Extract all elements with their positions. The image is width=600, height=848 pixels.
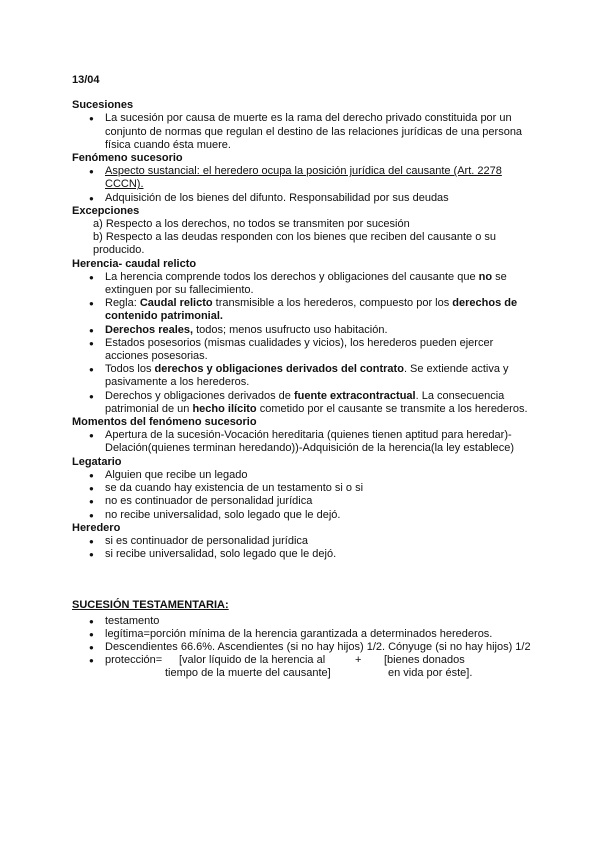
proteccion-formula — [105, 654, 532, 680]
list-item: ● Estados posesorios (mismas cualidades y vicios), los herederos pueden ejercer acciones posesorias. — [72, 337, 532, 363]
proteccion-label: ● protección= — [105, 654, 163, 667]
list-item — [72, 165, 532, 191]
proteccion-term-2: [bienes donados en vida por éste]. — [384, 654, 473, 680]
excepcion-b: b) Respecto a las deudas responden con los bienes que reciben del causante o su — [93, 231, 496, 244]
list-item-proteccion — [72, 654, 532, 680]
list-item: ● Descendientes 66.6%. Ascendientes (si no hay hijos) 1/2. Cónyuge (si no hay hijos) 1/2 — [72, 641, 532, 654]
list-item: ● no recibe universalidad, solo legado que le dejó. — [72, 509, 532, 522]
list-item: ● Alguien que recibe un legado — [72, 469, 532, 482]
heading-fenomeno: Fenómeno sucesorio — [72, 152, 183, 165]
list-sucesiones — [72, 112, 532, 152]
list-item: ● legítima=porción mínima de la herencia garantizada a determinados herederos. — [72, 628, 532, 641]
list-item: ● Todos los derechos y obligaciones derivados del contrato. Se extiende activa y pasivamente a los herederos. — [72, 363, 532, 389]
list-heredero — [72, 535, 532, 561]
heading-excepciones: Excepciones — [72, 204, 140, 217]
list-item: ● Derechos y obligaciones derivados de fuente extracontractual. La consecuencia patrimonial de un hecho ilícito cometido por el causante se transmite a los herederos. — [72, 390, 532, 416]
list-momentos — [72, 429, 532, 455]
document-page — [72, 74, 532, 681]
list-testamentaria — [72, 615, 532, 681]
list-item: ● Derechos reales, todos; menos usufructo uso habitación. — [72, 324, 532, 337]
heading-heredero: Heredero — [72, 521, 121, 534]
excepcion-b-cont: producido. — [93, 244, 145, 257]
list-item: ● se da cuando hay existencia de un testamento si o si — [72, 482, 532, 495]
excepciones-list — [72, 218, 532, 244]
list-item: ● Apertura de la sucesión-Vocación hereditaria (quienes tienen aptitud para heredar)-Delación(quienes terminan heredando))-Adquisición de la herencia(la ley establece) — [72, 429, 532, 455]
heading-testamentaria: SUCESIÓN TESTAMENTARIA: — [72, 599, 229, 612]
list-fenomeno — [72, 165, 532, 205]
list-item: ● si es continuador de personalidad jurídica — [72, 535, 532, 548]
date: 13/04 — [72, 74, 100, 86]
proteccion-plus: + — [355, 654, 362, 667]
heading-sucesiones: Sucesiones — [72, 99, 134, 112]
list-item: ● La sucesión por causa de muerte es la rama del derecho privado constituida por un conjunto de normas que regulan el destino de las relaciones jurídicas de una persona física cuando ésta muere. — [72, 112, 532, 152]
list-item: ● testamento — [72, 615, 532, 628]
heading-herencia: Herencia- caudal relicto — [72, 257, 197, 270]
list-legatario — [72, 469, 532, 522]
list-item: ● La herencia comprende todos los derechos y obligaciones del causante que no se extinguen por su fallecimiento. — [72, 271, 532, 297]
excepcion-a: a) Respecto a los derechos, no todos se transmiten por sucesión — [93, 218, 410, 231]
list-item: ● si recibe universalidad, solo legado que le dejó. — [72, 548, 532, 561]
list-item: ● Regla: Caudal relicto transmisible a los herederos, compuesto por los derechos de contenido patrimonial. — [72, 297, 532, 323]
proteccion-term-1: [valor líquido de la herencia al tiempo de la muerte del causante] — [165, 654, 331, 680]
spacer — [72, 561, 532, 599]
list-item: ● no es continuador de personalidad jurídica — [72, 495, 532, 508]
heading-legatario: Legatario — [72, 455, 122, 468]
heading-momentos: Momentos del fenómeno sucesorio — [72, 416, 257, 429]
underlined-text: Aspecto sustancial: el heredero ocupa la posición jurídica del causante (Art. 2278 CCCN). — [105, 165, 502, 191]
list-item: ● Adquisición de los bienes del difunto. Responsabilidad por sus deudas — [72, 192, 532, 205]
list-herencia — [72, 271, 532, 416]
